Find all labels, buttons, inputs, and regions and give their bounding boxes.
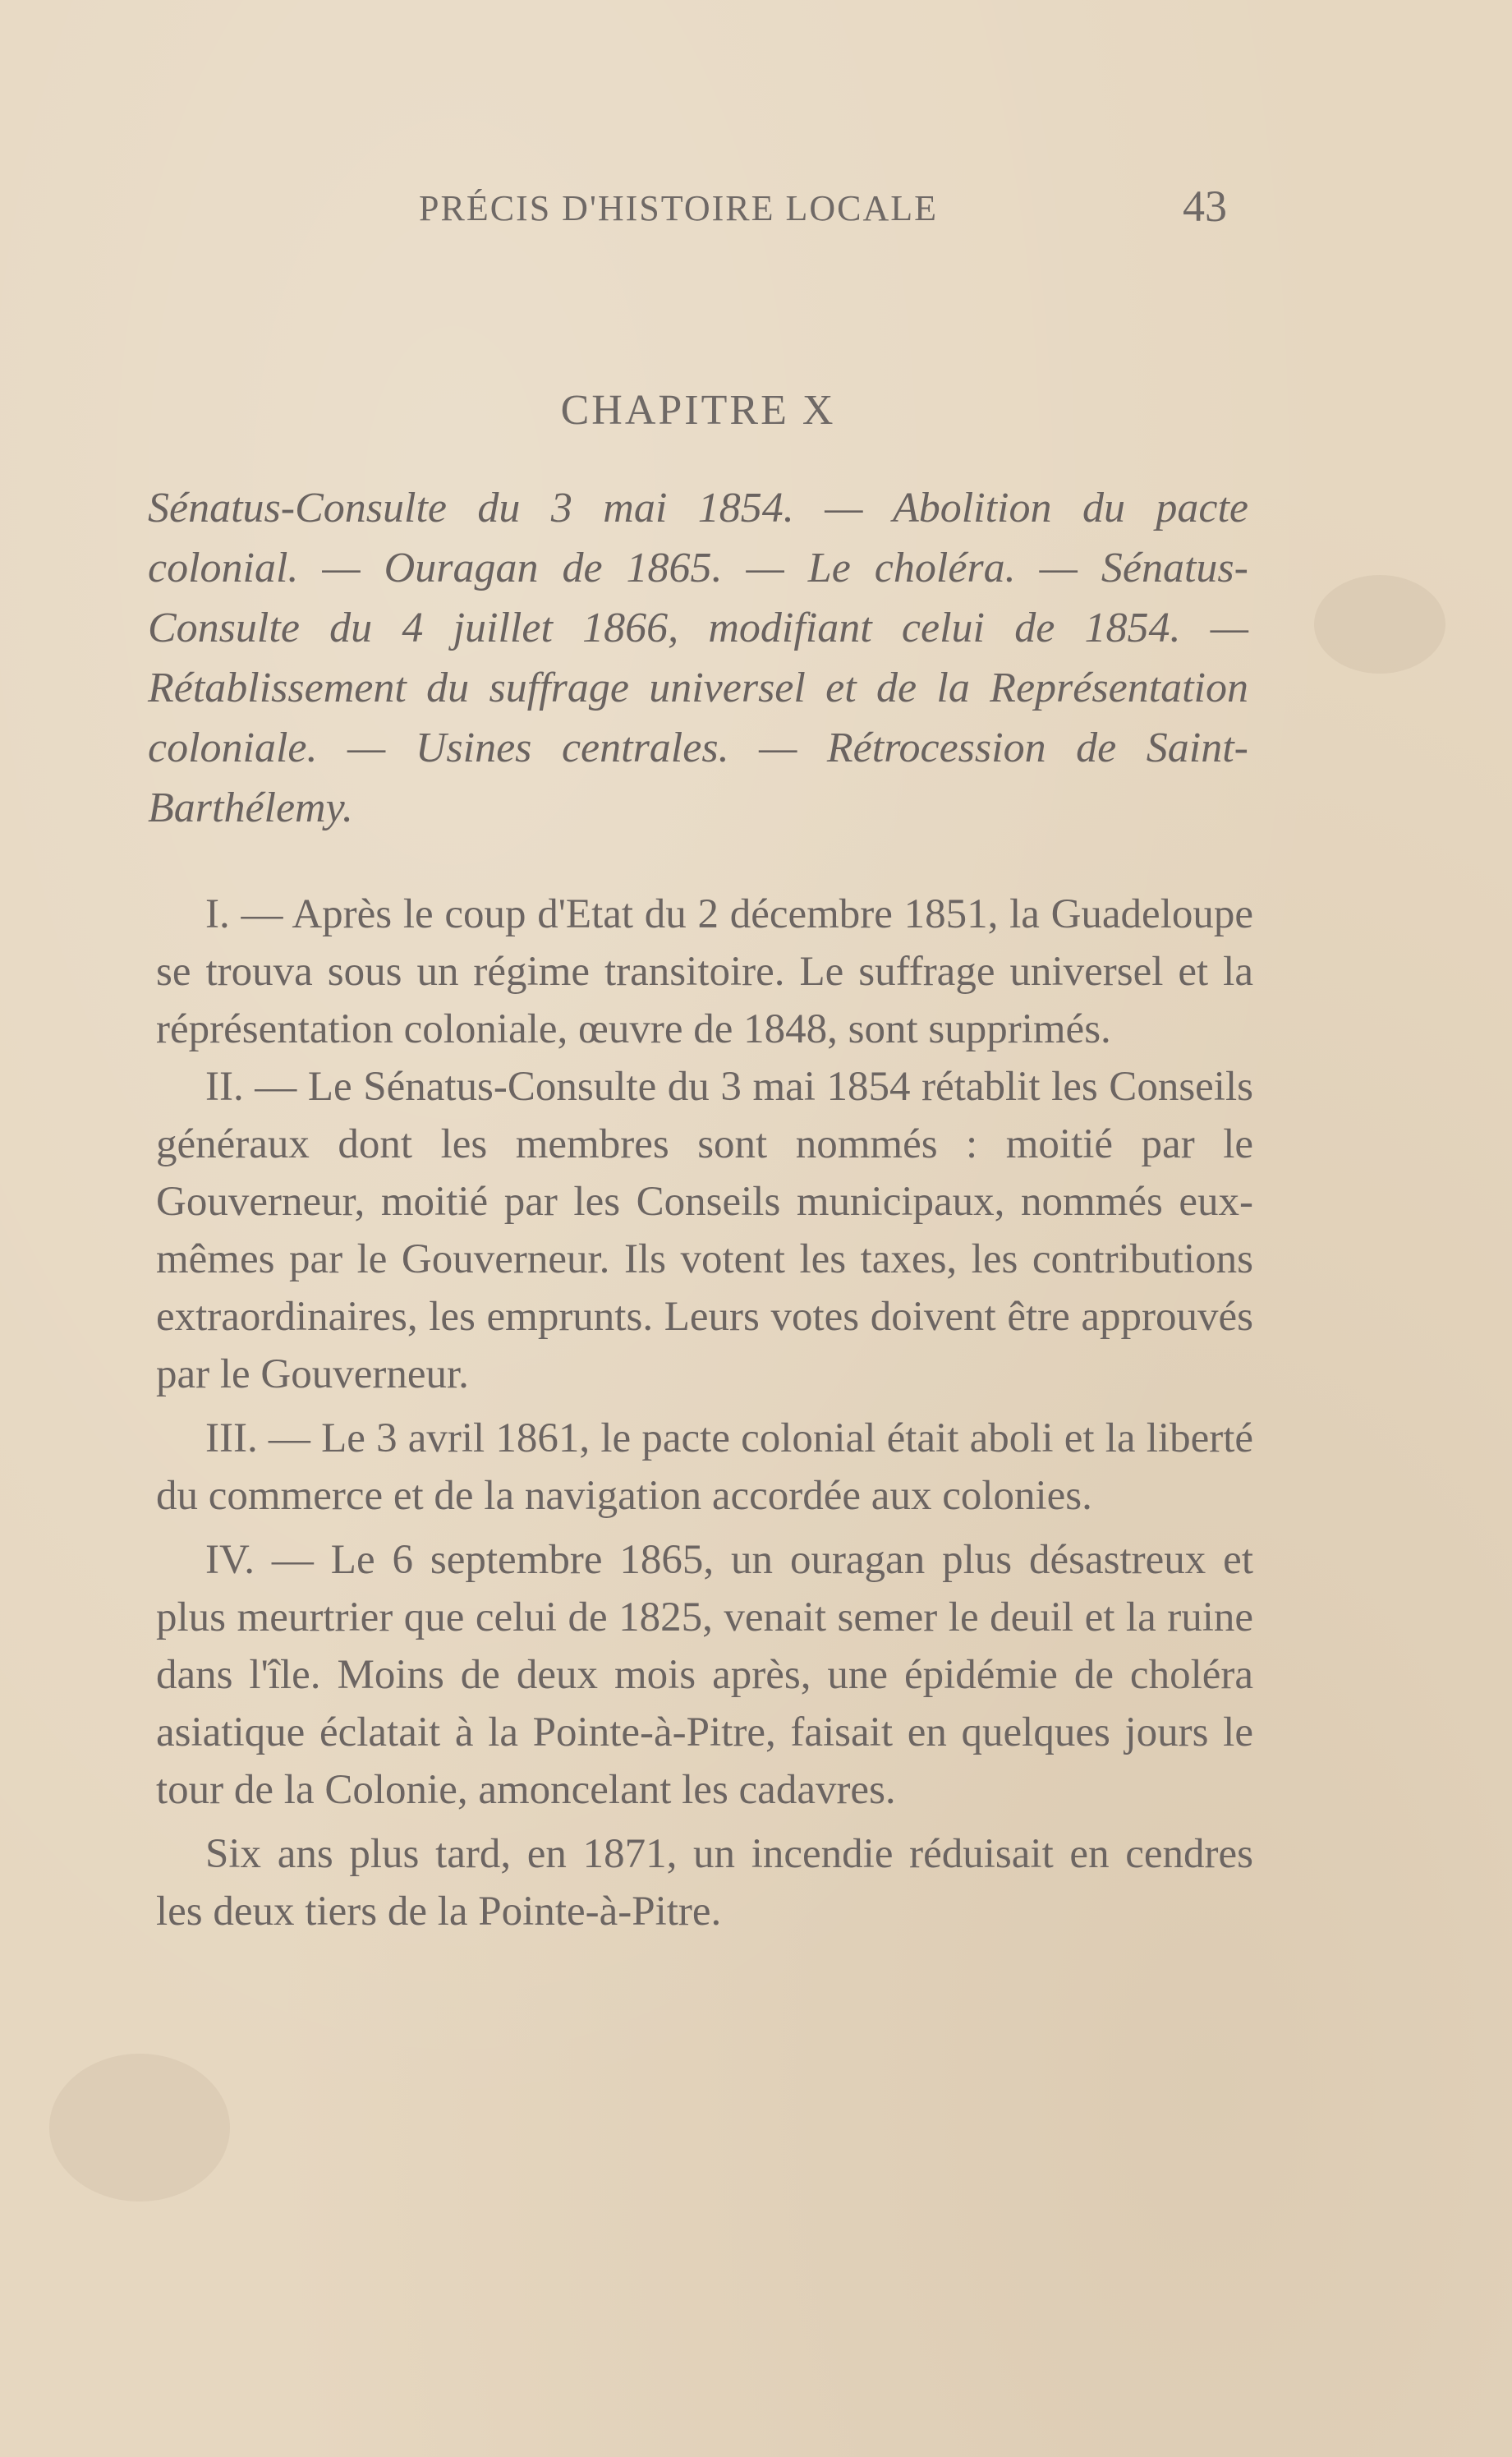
paper-stain [49, 2054, 230, 2202]
paper-stain [1314, 575, 1445, 674]
page-number: 43 [1183, 182, 1227, 231]
chapter-summary: Sénatus-Consulte du 3 mai 1854. — Abolition du pacte colonial. — Ouragan de 1865. — Le choléra. — Sénatus-Consulte du 4 juillet 1866, modifiant celui de 1854. — Rétablissement du suffrage universel et de la Représentation coloniale. — Usines centrales. — Rétrocession de Saint-Barthélemy. [148, 485, 1248, 831]
paragraph-fire-1871: Six ans plus tard, en 1871, un incendie réduisait en cendres les deux tiers de la Pointe-à-Pitre. [156, 1831, 1253, 1935]
paragraph-section-4: IV. — Le 6 septembre 1865, un ouragan plus désastreux et plus meurtrier que celui de 1825, venait semer le deuil et la ruine dans l'île. Moins de deux mois après, une épidémie de choléra asiatique éclatait à la Pointe-à-Pitre, faisait en quelques jours le tour de la Colonie, amoncelant les cadavres. [156, 1537, 1253, 1813]
paragraph-section-1: I. — Après le coup d'Etat du 2 décembre 1851, la Guadeloupe se trouva sous un régime transitoire. Le suffrage universel et la réprésentation coloniale, œuvre de 1848, sont supprimés. [156, 891, 1253, 1052]
paragraph-section-3: III. — Le 3 avril 1861, le pacte colonial était aboli et la liberté du commerce et de la navigation accordée aux colonies. [156, 1415, 1253, 1519]
chapter-body [156, 886, 1253, 1940]
chapter-title: CHAPITRE X [560, 387, 836, 434]
running-title: PRÉCIS D'HISTOIRE LOCALE [419, 188, 939, 228]
paragraph-section-2: II. — Le Sénatus-Consulte du 3 mai 1854 rétablit les Conseils généraux dont les membres sont nommés : moitié par le Gouverneur, moitié par les Conseils municipaux, nommés eux-mêmes par le Gouverneur. Ils votent les taxes, les contributions extraordinaires, les emprunts. Leurs votes doivent être approuvés par le Gouverneur. [156, 1064, 1253, 1397]
